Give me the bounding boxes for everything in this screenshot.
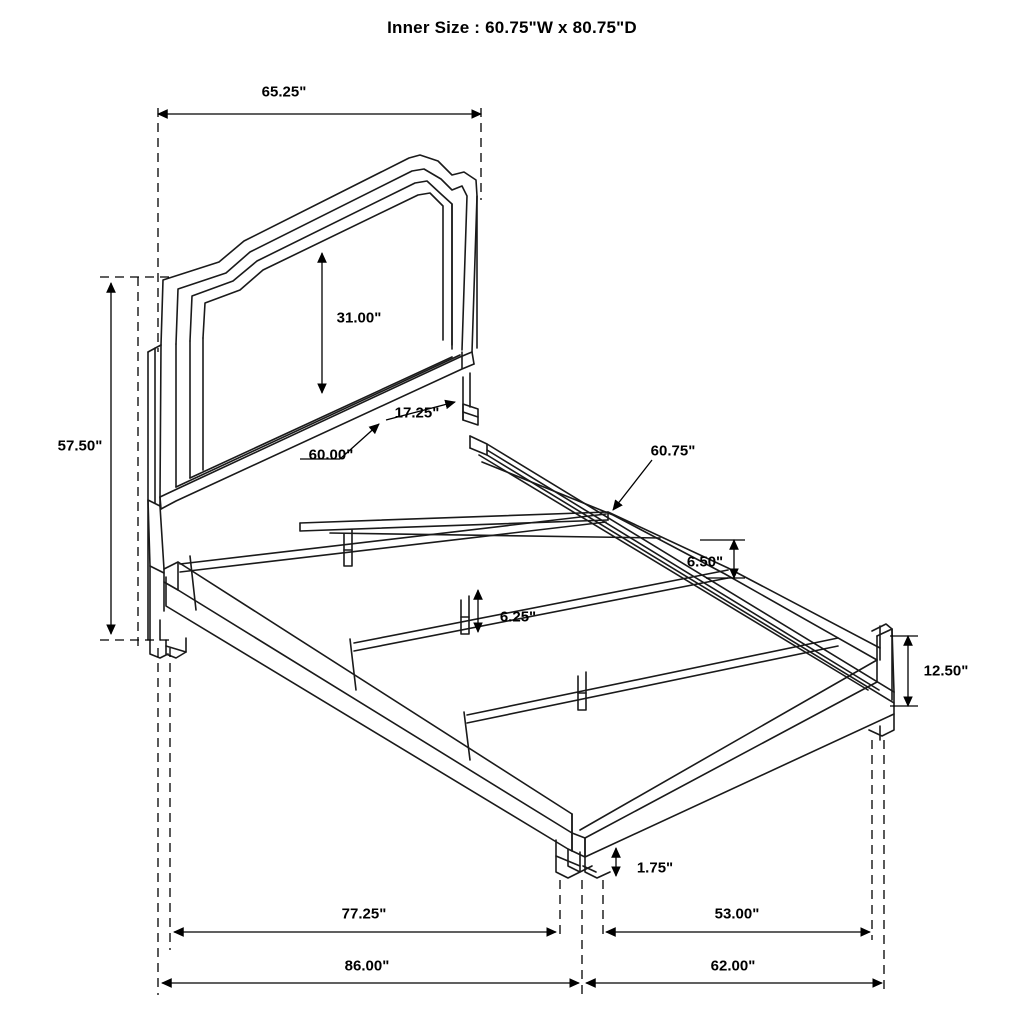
dim-mattress-width: 60.75" [650,442,696,460]
dim-rail-to-panel: 17.25" [394,404,440,422]
dim-bed-depth-right: 53.00" [714,905,760,923]
dim-footboard-height: 12.50" [923,662,969,680]
dim-side-rail-height: 6.50" [686,553,724,571]
dim-headboard-panel-height: 31.00" [336,309,382,327]
page-title: Inner Size : 60.75"W x 80.75"D [387,18,637,37]
dim-headboard-inner-width: 60.00" [308,446,354,464]
dim-foot-clearance: 1.75" [636,859,674,877]
dim-overall-depth-right: 62.00" [710,957,756,975]
dim-overall-depth-left: 86.00" [344,957,390,975]
dim-headboard-width: 65.25" [261,83,307,101]
dim-overall-height: 57.50" [57,437,103,455]
dim-bed-depth-upper: 77.25" [341,905,387,923]
dim-slat-clearance: 6.25" [499,608,537,626]
